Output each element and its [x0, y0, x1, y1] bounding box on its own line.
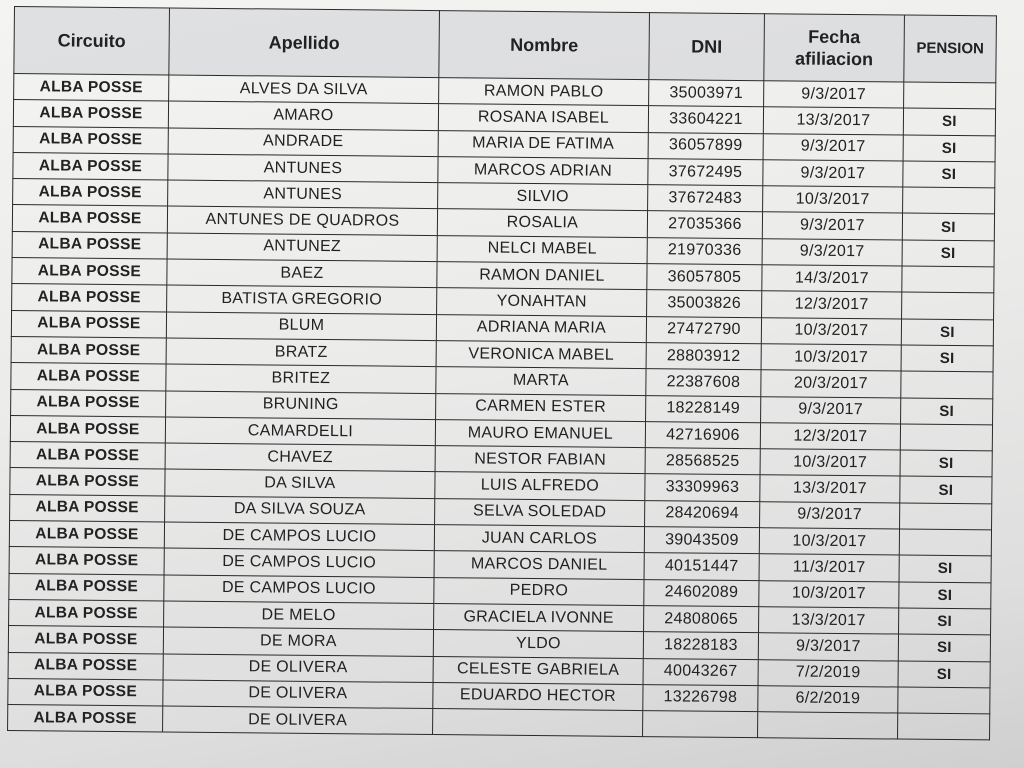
cell-pension: SI	[900, 476, 992, 503]
cell-fecha	[758, 712, 898, 740]
cell-nombre: CARMEN ESTER	[436, 393, 646, 421]
cell-pension: SI	[901, 319, 993, 346]
cell-dni: 24808065	[644, 606, 759, 633]
cell-apellido: DE CAMPOS LUCIO	[164, 522, 434, 551]
cell-apellido: ALVES DA SILVA	[169, 75, 439, 104]
cell-apellido: ANDRADE	[168, 128, 438, 157]
members-table	[7, 6, 997, 741]
cell-nombre: RAMON PABLO	[439, 78, 649, 106]
cell-pension: SI	[903, 135, 995, 162]
cell-nombre: MARCOS ADRIAN	[438, 156, 648, 184]
cell-pension	[901, 371, 993, 398]
cell-dni: 35003826	[647, 290, 762, 317]
cell-fecha: 9/3/2017	[763, 160, 903, 188]
cell-pension	[898, 687, 990, 714]
cell-circuito: ALBA POSSE	[9, 521, 164, 549]
cell-dni: 28420694	[645, 500, 760, 527]
cell-circuito: ALBA POSSE	[9, 573, 164, 601]
cell-dni: 42716906	[645, 421, 760, 448]
cell-fecha: 14/3/2017	[762, 265, 902, 293]
cell-pension	[900, 503, 992, 530]
header-row	[14, 7, 997, 83]
cell-nombre: MARTA	[436, 367, 646, 395]
cell-nombre: PEDRO	[434, 577, 644, 605]
cell-apellido: BLUM	[166, 312, 436, 341]
cell-dni: 37672483	[648, 185, 763, 212]
cell-pension: SI	[902, 240, 994, 267]
cell-apellido: DE CAMPOS LUCIO	[164, 548, 434, 577]
cell-dni: 18228183	[643, 632, 758, 659]
cell-apellido: CAMARDELLI	[165, 417, 435, 446]
cell-circuito: ALBA POSSE	[12, 258, 167, 286]
cell-apellido: DA SILVA	[165, 469, 435, 498]
cell-nombre: SELVA SOLEDAD	[435, 498, 645, 526]
cell-dni: 36057805	[647, 264, 762, 291]
cell-pension	[898, 713, 990, 740]
cell-circuito: ALBA POSSE	[12, 231, 167, 259]
cell-pension: SI	[898, 661, 990, 688]
cell-fecha: 9/3/2017	[762, 238, 902, 266]
cell-fecha: 7/2/2019	[758, 659, 898, 687]
cell-nombre: MARCOS DANIEL	[434, 551, 644, 579]
cell-dni: 35003971	[649, 80, 764, 107]
cell-fecha: 11/3/2017	[759, 554, 899, 582]
cell-circuito: ALBA POSSE	[14, 74, 169, 102]
cell-fecha: 9/3/2017	[761, 396, 901, 424]
cell-nombre: VERONICA MABEL	[436, 341, 646, 369]
cell-circuito: ALBA POSSE	[11, 363, 166, 391]
cell-pension: SI	[903, 161, 995, 188]
cell-circuito: ALBA POSSE	[8, 652, 163, 680]
table-body	[8, 74, 996, 741]
cell-nombre: YONAHTAN	[437, 288, 647, 316]
cell-apellido: BRUNING	[166, 391, 436, 420]
cell-fecha: 10/3/2017	[763, 186, 903, 214]
cell-fecha: 10/3/2017	[761, 317, 901, 345]
header-circuito: Circuito	[14, 7, 170, 75]
cell-fecha: 10/3/2017	[759, 528, 899, 556]
header-nombre: Nombre	[439, 11, 650, 80]
cell-pension: SI	[898, 634, 990, 661]
header-fecha	[764, 14, 905, 82]
cell-apellido: DE OLIVERA	[163, 680, 433, 709]
cell-nombre: MAURO EMANUEL	[435, 419, 645, 447]
cell-pension	[902, 292, 994, 319]
cell-nombre: MARIA DE FATIMA	[438, 130, 648, 158]
cell-circuito: ALBA POSSE	[13, 100, 168, 128]
cell-circuito: ALBA POSSE	[12, 205, 167, 233]
cell-pension	[900, 424, 992, 451]
cell-apellido: BAEZ	[167, 259, 437, 288]
cell-fecha: 9/3/2017	[762, 212, 902, 240]
header-dni: DNI	[649, 13, 765, 81]
cell-dni: 18228149	[646, 395, 761, 422]
cell-circuito: ALBA POSSE	[13, 126, 168, 154]
cell-circuito: ALBA POSSE	[10, 468, 165, 496]
cell-apellido: ANTUNES	[168, 154, 438, 183]
cell-nombre: NELCI MABEL	[437, 235, 647, 263]
cell-apellido: DE CAMPOS LUCIO	[164, 575, 434, 604]
cell-nombre: EDUARDO HECTOR	[433, 682, 643, 710]
cell-pension: SI	[899, 608, 991, 635]
cell-pension	[903, 187, 995, 214]
cell-dni: 37672495	[648, 158, 763, 185]
cell-apellido: DE OLIVERA	[163, 706, 433, 735]
cell-fecha: 9/3/2017	[758, 633, 898, 661]
cell-fecha: 9/3/2017	[760, 501, 900, 529]
cell-circuito: ALBA POSSE	[12, 284, 167, 312]
cell-nombre: YLDO	[433, 630, 643, 658]
cell-pension: SI	[901, 345, 993, 372]
cell-fecha: 20/3/2017	[761, 370, 901, 398]
cell-fecha: 6/2/2019	[758, 686, 898, 714]
cell-apellido: ANTUNEZ	[167, 233, 437, 262]
cell-apellido: DA SILVA SOUZA	[165, 496, 435, 525]
cell-circuito: ALBA POSSE	[8, 626, 163, 654]
cell-circuito: ALBA POSSE	[8, 678, 163, 706]
cell-nombre: RAMON DANIEL	[437, 262, 647, 290]
cell-nombre: JUAN CARLOS	[434, 525, 644, 553]
cell-pension: SI	[902, 214, 994, 241]
cell-circuito: ALBA POSSE	[11, 336, 166, 364]
cell-fecha: 10/3/2017	[761, 344, 901, 372]
cell-pension: SI	[899, 555, 991, 582]
cell-apellido: DE MORA	[163, 627, 433, 656]
cell-dni: 24602089	[644, 579, 759, 606]
header-fecha-line2: afiliacion	[794, 48, 874, 70]
cell-fecha: 10/3/2017	[760, 449, 900, 477]
cell-circuito: ALBA POSSE	[11, 389, 166, 417]
cell-pension	[902, 266, 994, 293]
cell-circuito: ALBA POSSE	[10, 494, 165, 522]
cell-pension: SI	[899, 582, 991, 609]
cell-dni: 33309963	[645, 474, 760, 501]
cell-apellido: BRITEZ	[166, 364, 436, 393]
cell-fecha: 10/3/2017	[759, 580, 899, 608]
paper-sheet	[7, 6, 997, 741]
cell-nombre: ADRIANA MARIA	[436, 314, 646, 342]
cell-nombre: NESTOR FABIAN	[435, 446, 645, 474]
cell-fecha: 9/3/2017	[763, 133, 903, 161]
cell-apellido: DE MELO	[164, 601, 434, 630]
cell-pension: SI	[903, 108, 995, 135]
cell-dni: 27472790	[646, 316, 761, 343]
cell-pension: SI	[901, 398, 993, 425]
cell-apellido: BRATZ	[166, 338, 436, 367]
cell-dni: 36057899	[648, 132, 763, 159]
cell-nombre: GRACIELA IVONNE	[434, 603, 644, 631]
cell-dni: 40151447	[644, 553, 759, 580]
header-apellido: Apellido	[169, 8, 440, 78]
cell-pension: SI	[900, 450, 992, 477]
cell-dni: 21970336	[647, 237, 762, 264]
cell-circuito: ALBA POSSE	[8, 705, 163, 733]
cell-circuito: ALBA POSSE	[10, 442, 165, 470]
cell-apellido: DE OLIVERA	[163, 653, 433, 682]
cell-fecha: 13/3/2017	[760, 475, 900, 503]
cell-circuito: ALBA POSSE	[10, 415, 165, 443]
cell-circuito: ALBA POSSE	[9, 599, 164, 627]
cell-dni: 28568525	[645, 448, 760, 475]
cell-nombre: ROSALIA	[437, 209, 647, 237]
cell-nombre: LUIS ALFREDO	[435, 472, 645, 500]
cell-apellido: BATISTA GREGORIO	[167, 285, 437, 314]
cell-circuito: ALBA POSSE	[9, 547, 164, 575]
cell-circuito: ALBA POSSE	[11, 310, 166, 338]
cell-nombre: SILVIO	[438, 183, 648, 211]
cell-fecha: 12/3/2017	[760, 423, 900, 451]
cell-fecha: 13/3/2017	[763, 107, 903, 135]
cell-dni: 39043509	[644, 527, 759, 554]
cell-apellido: AMARO	[168, 101, 438, 130]
cell-fecha: 13/3/2017	[759, 607, 899, 635]
cell-circuito: ALBA POSSE	[13, 179, 168, 207]
cell-dni: 33604221	[648, 106, 763, 133]
cell-nombre	[433, 709, 643, 737]
cell-nombre: ROSANA ISABEL	[438, 104, 648, 132]
cell-fecha: 12/3/2017	[762, 291, 902, 319]
cell-dni: 27035366	[647, 211, 762, 238]
cell-circuito: ALBA POSSE	[13, 152, 168, 180]
header-pension: PENSION	[904, 15, 997, 83]
cell-apellido: ANTUNES	[168, 180, 438, 209]
cell-apellido: ANTUNES DE QUADROS	[167, 206, 437, 235]
cell-dni: 40043267	[643, 658, 758, 685]
cell-dni: 22387608	[646, 369, 761, 396]
cell-dni	[643, 711, 758, 738]
cell-fecha: 9/3/2017	[764, 81, 904, 109]
cell-nombre: CELESTE GABRIELA	[433, 656, 643, 684]
cell-dni: 13226798	[643, 684, 758, 711]
cell-pension	[899, 529, 991, 556]
cell-dni: 28803912	[646, 343, 761, 370]
header-fecha-line1: Fecha	[808, 26, 861, 48]
cell-apellido: CHAVEZ	[165, 443, 435, 472]
cell-pension	[904, 82, 996, 109]
